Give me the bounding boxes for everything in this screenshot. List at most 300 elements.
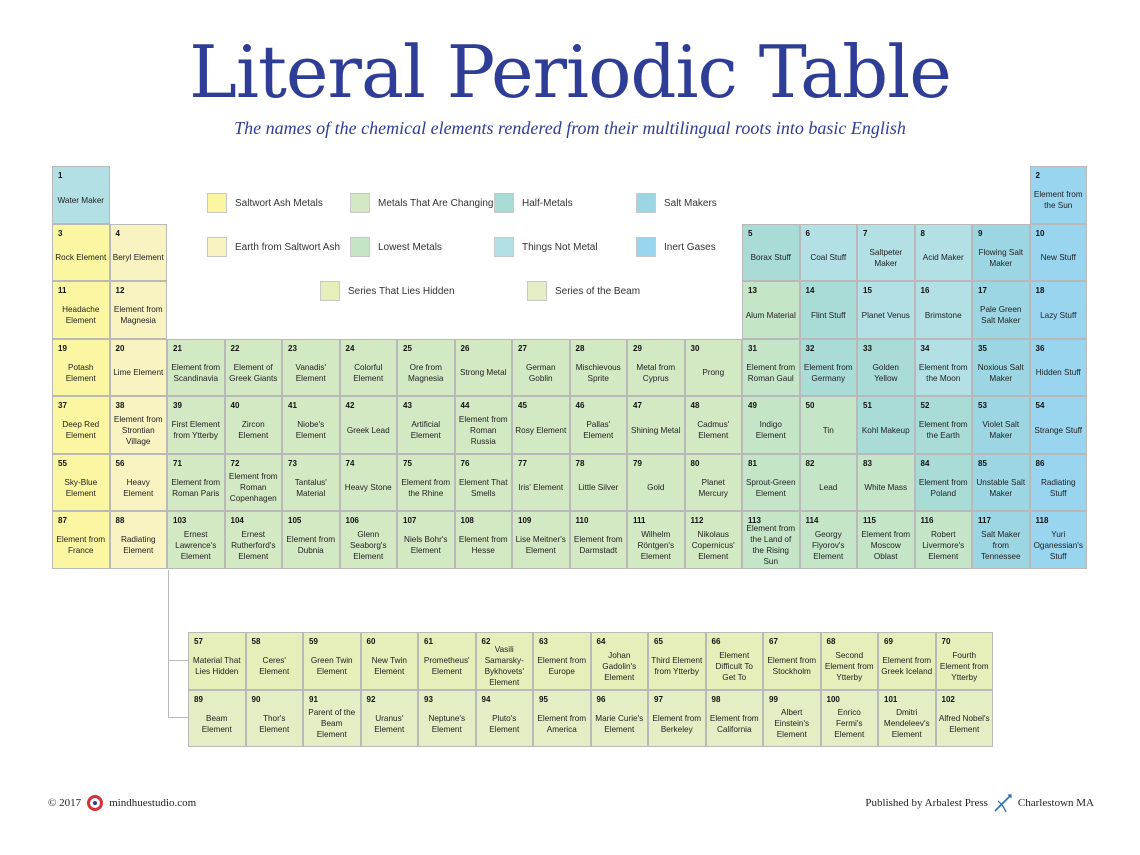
atomic-number: 95 xyxy=(539,694,548,704)
element-name: Deep Red Element xyxy=(62,420,100,441)
element-name: Metal from Cyprus xyxy=(636,362,676,383)
element-cell xyxy=(476,690,534,748)
atomic-number: 46 xyxy=(575,401,585,410)
element-cell xyxy=(800,454,858,512)
element-name: Albert Einstein's Element xyxy=(774,708,810,740)
atomic-number: 41 xyxy=(288,401,297,410)
atomic-number: 21 xyxy=(173,343,182,353)
element-name: Lead xyxy=(819,483,838,493)
atomic-number: 2 xyxy=(1035,171,1040,180)
element-cell xyxy=(648,632,706,690)
legend-item xyxy=(494,193,573,213)
element-cell xyxy=(915,396,973,454)
atomic-number: 29 xyxy=(633,343,642,353)
atomic-number: 23 xyxy=(288,343,297,353)
legend-item xyxy=(494,237,598,257)
atomic-number: 94 xyxy=(481,694,491,704)
element-cell xyxy=(303,632,361,690)
element-cell xyxy=(857,281,915,339)
atomic-number: 34 xyxy=(920,343,930,353)
element-name: Unstable Salt Maker xyxy=(976,477,1026,498)
element-cell xyxy=(167,511,225,569)
element-name: Heavy Element xyxy=(123,477,154,498)
element-name: Vasili Samarsky-Bykhovets' Element xyxy=(484,645,524,688)
element-cell xyxy=(340,396,398,454)
element-name: Element from Roman Copenhagen xyxy=(228,472,278,504)
element-cell xyxy=(1030,281,1088,339)
element-name: Rosy Element xyxy=(515,425,567,435)
element-cell xyxy=(225,339,283,397)
element-cell xyxy=(52,224,110,282)
element-cell xyxy=(742,396,800,454)
atomic-number: 93 xyxy=(424,694,433,704)
connector-line xyxy=(168,717,188,718)
element-name: Saltpeter Maker xyxy=(869,247,903,268)
element-name: Ernest Rutherford's Element xyxy=(231,529,276,561)
atomic-number: 72 xyxy=(230,458,240,468)
atomic-number: 97 xyxy=(654,694,663,704)
atomic-number: 60 xyxy=(366,637,376,646)
atomic-number: 89 xyxy=(194,694,203,704)
element-cell xyxy=(936,632,994,690)
atomic-number: 71 xyxy=(173,458,182,468)
element-cell xyxy=(742,454,800,512)
element-name: Parent of the Beam Element xyxy=(308,708,356,740)
element-cell xyxy=(857,224,915,282)
element-cell xyxy=(1030,511,1088,569)
atomic-number: 3 xyxy=(58,228,63,238)
element-name: Iris' Element xyxy=(518,483,564,493)
atomic-number: 108 xyxy=(460,516,474,525)
atomic-number: 30 xyxy=(690,343,700,353)
element-cell xyxy=(397,454,455,512)
element-name: Planet Venus xyxy=(861,310,910,320)
element-name: Lime Element xyxy=(113,368,164,378)
element-name: Element from Dubnia xyxy=(286,535,336,556)
atomic-number: 17 xyxy=(978,286,987,295)
atomic-number: 32 xyxy=(805,343,815,353)
atomic-number: 101 xyxy=(884,694,898,704)
element-cell xyxy=(915,224,973,282)
element-name: Wilhelm Röntgen's Element xyxy=(637,529,675,561)
element-cell xyxy=(936,690,994,748)
footer-credit xyxy=(48,795,196,811)
atomic-number: 61 xyxy=(424,637,433,646)
element-name: Salt Maker from Tennessee xyxy=(980,529,1021,561)
element-name: Enrico Fermi's Element xyxy=(834,708,865,740)
footer-publisher xyxy=(865,793,1094,813)
atomic-number: 45 xyxy=(518,401,527,410)
element-cell xyxy=(627,511,685,569)
element-cell xyxy=(533,632,591,690)
element-name: Element from Magnesia xyxy=(113,305,163,326)
atomic-number: 82 xyxy=(805,458,815,468)
element-name: Lazy Stuff xyxy=(1040,310,1077,320)
element-name: Johan Gadolin's Element xyxy=(602,650,637,682)
element-cell xyxy=(570,339,628,397)
element-name: Vanadis' Element xyxy=(295,362,327,383)
element-cell xyxy=(512,454,570,512)
element-name: Pallas' Element xyxy=(583,420,614,441)
element-cell xyxy=(972,511,1030,569)
atomic-number: 49 xyxy=(748,401,757,410)
element-cell xyxy=(52,339,110,397)
location: Charlestown MA xyxy=(1017,797,1094,809)
atomic-number: 44 xyxy=(460,401,470,410)
legend-swatch xyxy=(350,193,370,213)
atomic-number: 47 xyxy=(633,401,642,410)
atomic-number: 8 xyxy=(920,228,925,238)
atomic-number: 103 xyxy=(173,516,187,525)
element-name: White Mass xyxy=(864,483,908,493)
atomic-number: 83 xyxy=(863,458,872,468)
legend-label: Things Not Metal xyxy=(522,241,598,253)
element-name: Element Difficult To Get To xyxy=(715,650,753,682)
element-cell xyxy=(685,511,743,569)
element-cell xyxy=(340,339,398,397)
atomic-number: 9 xyxy=(978,228,983,238)
element-name: Artificial Element xyxy=(410,420,441,441)
element-cell xyxy=(763,632,821,690)
element-name: Kohl Makeup xyxy=(861,425,910,435)
atomic-number: 115 xyxy=(863,516,876,525)
element-cell xyxy=(915,281,973,339)
atomic-number: 57 xyxy=(194,637,203,646)
element-name: Robert Livermore's Element xyxy=(922,529,965,561)
element-name: Element from Stockholm xyxy=(767,656,817,677)
element-name: Element from Hesse xyxy=(458,535,508,556)
element-name: Element That Smells xyxy=(458,477,508,498)
atomic-number: 48 xyxy=(690,401,700,410)
f-block-grid xyxy=(188,632,993,747)
legend-label: Series of the Beam xyxy=(555,285,641,297)
element-cell xyxy=(742,511,800,569)
element-cell xyxy=(167,396,225,454)
atomic-number: 66 xyxy=(711,637,721,646)
element-cell xyxy=(763,690,821,748)
element-name: Radiating Stuff xyxy=(1040,477,1076,498)
atomic-number: 104 xyxy=(230,516,244,525)
element-name: Sprout-Green Element xyxy=(745,477,796,498)
page-title: Literal Periodic Table xyxy=(189,30,951,114)
legend-item xyxy=(350,237,442,257)
element-cell xyxy=(246,632,304,690)
atomic-number: 4 xyxy=(115,228,120,238)
atomic-number: 55 xyxy=(58,458,67,468)
element-cell xyxy=(455,511,513,569)
element-name: Element of Greek Giants xyxy=(229,362,278,383)
element-name: Violet Salt Maker xyxy=(982,420,1020,441)
element-cell xyxy=(706,690,764,748)
element-cell xyxy=(878,632,936,690)
element-name: Prong xyxy=(702,368,725,378)
element-cell xyxy=(52,454,110,512)
atomic-number: 98 xyxy=(711,694,721,704)
atomic-number: 13 xyxy=(748,286,757,295)
element-name: Headache Element xyxy=(62,305,100,326)
atomic-number: 116 xyxy=(920,516,934,525)
atomic-number: 25 xyxy=(403,343,412,353)
element-name: Shining Metal xyxy=(630,425,681,435)
element-cell xyxy=(570,454,628,512)
studio-link[interactable]: mindhuestudio.com xyxy=(109,797,197,809)
atomic-number: 87 xyxy=(58,516,67,525)
element-cell xyxy=(915,454,973,512)
element-cell xyxy=(857,339,915,397)
legend-item xyxy=(350,193,493,213)
element-name: Niels Bohr's Element xyxy=(404,535,448,556)
element-name: Strange Stuff xyxy=(1034,425,1083,435)
element-cell xyxy=(972,224,1030,282)
element-name: First Element from Ytterby xyxy=(171,420,220,441)
legend-swatch xyxy=(527,281,547,301)
element-cell xyxy=(188,632,246,690)
element-cell xyxy=(972,454,1030,512)
atomic-number: 27 xyxy=(518,343,527,353)
element-name: Thor's Element xyxy=(259,713,290,734)
element-name: Second Element from Ytterby xyxy=(824,650,874,682)
element-name: Element from the Land of the Rising Sun xyxy=(746,524,796,567)
element-name: Element from Darmstadt xyxy=(573,535,623,556)
element-name: New Stuff xyxy=(1040,253,1076,263)
element-name: Greek Lead xyxy=(346,425,390,435)
element-cell xyxy=(340,511,398,569)
element-cell xyxy=(648,690,706,748)
element-cell xyxy=(397,511,455,569)
element-cell xyxy=(225,454,283,512)
atomic-number: 51 xyxy=(863,401,872,410)
element-cell xyxy=(110,454,168,512)
atomic-number: 1 xyxy=(58,171,63,180)
element-name: Green Twin Element xyxy=(310,656,353,677)
element-name: Element from Berkeley xyxy=(652,713,702,734)
element-name: Element from Roman Gaul xyxy=(746,362,796,383)
element-cell xyxy=(627,454,685,512)
element-name: Alfred Nobel's Element xyxy=(938,713,990,734)
element-name: Flowing Salt Maker xyxy=(978,247,1024,268)
atomic-number: 54 xyxy=(1035,401,1045,410)
element-name: Pluto's Element xyxy=(489,713,520,734)
element-cell xyxy=(476,632,534,690)
element-name: Colorful Element xyxy=(353,362,384,383)
element-name: Third Element from Ytterby xyxy=(651,656,703,677)
element-name: German Goblin xyxy=(525,362,556,383)
element-name: Gold xyxy=(647,483,665,493)
atomic-number: 76 xyxy=(460,458,470,468)
element-cell xyxy=(972,396,1030,454)
element-name: Nikolaus Copernicus' Element xyxy=(691,529,735,561)
element-cell xyxy=(1030,224,1088,282)
element-cell xyxy=(455,454,513,512)
atomic-number: 67 xyxy=(769,637,778,646)
atomic-number: 73 xyxy=(288,458,297,468)
atomic-number: 11 xyxy=(58,286,67,295)
legend-label: Series That Lies Hidden xyxy=(348,285,455,297)
element-cell xyxy=(742,339,800,397)
element-cell xyxy=(1030,454,1088,512)
atomic-number: 105 xyxy=(288,516,302,525)
copyright: © 2017 xyxy=(48,797,82,809)
atomic-number: 20 xyxy=(115,343,125,353)
element-name: Element from Greek Iceland xyxy=(881,656,933,677)
atomic-number: 31 xyxy=(748,343,757,353)
element-name: Rock Element xyxy=(55,253,107,263)
atomic-number: 109 xyxy=(518,516,532,525)
atomic-number: 81 xyxy=(748,458,757,468)
element-cell xyxy=(685,339,743,397)
element-name: Prometheus' Element xyxy=(423,656,470,677)
atomic-number: 92 xyxy=(366,694,376,704)
element-cell xyxy=(706,632,764,690)
atomic-number: 53 xyxy=(978,401,987,410)
element-name: Lise Meitner's Element xyxy=(515,535,566,556)
publisher: Published by Arbalest Press xyxy=(865,797,988,809)
element-name: Hidden Stuff xyxy=(1035,368,1081,378)
atomic-number: 35 xyxy=(978,343,987,353)
element-name: Coal Stuff xyxy=(810,253,847,263)
element-name: Georgy Flyorov's Element xyxy=(812,529,845,561)
legend-label: Half-Metals xyxy=(522,197,573,209)
element-cell xyxy=(627,339,685,397)
element-cell xyxy=(340,454,398,512)
element-name: Element from Germany xyxy=(803,362,853,383)
element-name: Heavy Stone xyxy=(344,483,392,493)
element-cell xyxy=(303,690,361,748)
element-cell xyxy=(972,281,1030,339)
atomic-number: 33 xyxy=(863,343,872,353)
element-cell xyxy=(972,339,1030,397)
atomic-number: 56 xyxy=(115,458,125,468)
element-cell xyxy=(110,511,168,569)
atomic-number: 75 xyxy=(403,458,412,468)
atomic-number: 106 xyxy=(345,516,359,525)
element-cell xyxy=(512,396,570,454)
atomic-number: 12 xyxy=(115,286,125,295)
element-name: Element from Europe xyxy=(537,656,587,677)
element-cell xyxy=(800,281,858,339)
atomic-number: 18 xyxy=(1035,286,1045,295)
atomic-number: 37 xyxy=(58,401,67,410)
atomic-number: 91 xyxy=(309,694,318,704)
legend-swatch xyxy=(636,237,656,257)
legend-label: Salt Makers xyxy=(664,197,717,209)
element-name: Element from the Sun xyxy=(1033,190,1083,211)
atomic-number: 38 xyxy=(115,401,125,410)
atomic-number: 28 xyxy=(575,343,585,353)
element-cell xyxy=(455,396,513,454)
atomic-number: 107 xyxy=(403,516,417,525)
atomic-number: 113 xyxy=(748,516,761,525)
element-cell xyxy=(512,339,570,397)
atomic-number: 39 xyxy=(173,401,182,410)
legend-item xyxy=(320,281,455,301)
element-name: Mischievous Sprite xyxy=(575,362,621,383)
element-name: Planet Mercury xyxy=(698,477,729,498)
element-name: Brimstone xyxy=(924,310,962,320)
atomic-number: 22 xyxy=(230,343,240,353)
element-name: Material That Lies Hidden xyxy=(192,656,241,677)
atomic-number: 10 xyxy=(1035,228,1045,238)
element-name: Flint Stuff xyxy=(811,310,846,320)
element-cell xyxy=(225,396,283,454)
element-cell xyxy=(52,281,110,339)
element-name: Neptune's Element xyxy=(428,713,466,734)
atomic-number: 117 xyxy=(978,516,991,525)
legend-swatch xyxy=(494,237,514,257)
element-cell xyxy=(52,166,110,224)
atomic-number: 16 xyxy=(920,286,930,295)
atomic-number: 80 xyxy=(690,458,700,468)
element-cell xyxy=(1030,396,1088,454)
element-cell xyxy=(915,511,973,569)
element-name: Beryl Element xyxy=(112,253,164,263)
element-cell xyxy=(361,690,419,748)
element-cell xyxy=(418,690,476,748)
element-name: Dmitri Mendeleev's Element xyxy=(883,708,930,740)
element-cell xyxy=(742,224,800,282)
element-name: Marie Curie's Element xyxy=(595,713,644,734)
legend-item xyxy=(636,193,717,213)
legend-swatch xyxy=(207,193,227,213)
element-name: Fourth Element from Ytterby xyxy=(939,650,989,682)
target-logo-icon xyxy=(87,795,103,811)
atomic-number: 7 xyxy=(863,228,868,238)
atomic-number: 40 xyxy=(230,401,240,410)
element-name: Tin xyxy=(822,425,834,435)
legend-label: Metals That Are Changing xyxy=(378,197,494,209)
element-name: Ore from Magnesia xyxy=(407,362,444,383)
element-cell xyxy=(857,396,915,454)
legend-item xyxy=(207,193,323,213)
element-name: Golden Yellow xyxy=(872,362,899,383)
atomic-number: 43 xyxy=(403,401,412,410)
atomic-number: 15 xyxy=(863,286,872,295)
element-cell xyxy=(800,396,858,454)
element-name: Element from Scandinavia xyxy=(171,362,221,383)
element-cell xyxy=(361,632,419,690)
atomic-number: 65 xyxy=(654,637,663,646)
page-subtitle: The names of the chemical elements rendered from their multilingual roots into basic English xyxy=(234,118,906,138)
element-cell xyxy=(800,224,858,282)
element-cell xyxy=(225,511,283,569)
element-name: Element from the Earth xyxy=(918,420,968,441)
atomic-number: 63 xyxy=(539,637,548,646)
element-cell xyxy=(1030,166,1088,224)
element-cell xyxy=(52,396,110,454)
atomic-number: 6 xyxy=(805,228,810,238)
atomic-number: 58 xyxy=(251,637,261,646)
atomic-number: 110 xyxy=(575,516,589,525)
element-name: Element from Strontian Village xyxy=(113,414,163,446)
atomic-number: 24 xyxy=(345,343,355,353)
element-cell xyxy=(110,281,168,339)
element-cell xyxy=(455,339,513,397)
element-name: Ernest Lawrence's Element xyxy=(175,529,217,561)
element-name: Borax Stuff xyxy=(750,253,791,263)
element-cell xyxy=(282,339,340,397)
element-cell xyxy=(821,632,879,690)
element-name: Glenn Seaborg's Element xyxy=(349,529,387,561)
element-cell xyxy=(246,690,304,748)
element-cell xyxy=(800,339,858,397)
element-cell xyxy=(570,396,628,454)
atomic-number: 59 xyxy=(309,637,318,646)
atomic-number: 70 xyxy=(941,637,951,646)
element-name: Yuri Oganessian's Stuff xyxy=(1033,529,1083,561)
element-cell xyxy=(418,632,476,690)
element-cell xyxy=(533,690,591,748)
legend-swatch xyxy=(636,193,656,213)
